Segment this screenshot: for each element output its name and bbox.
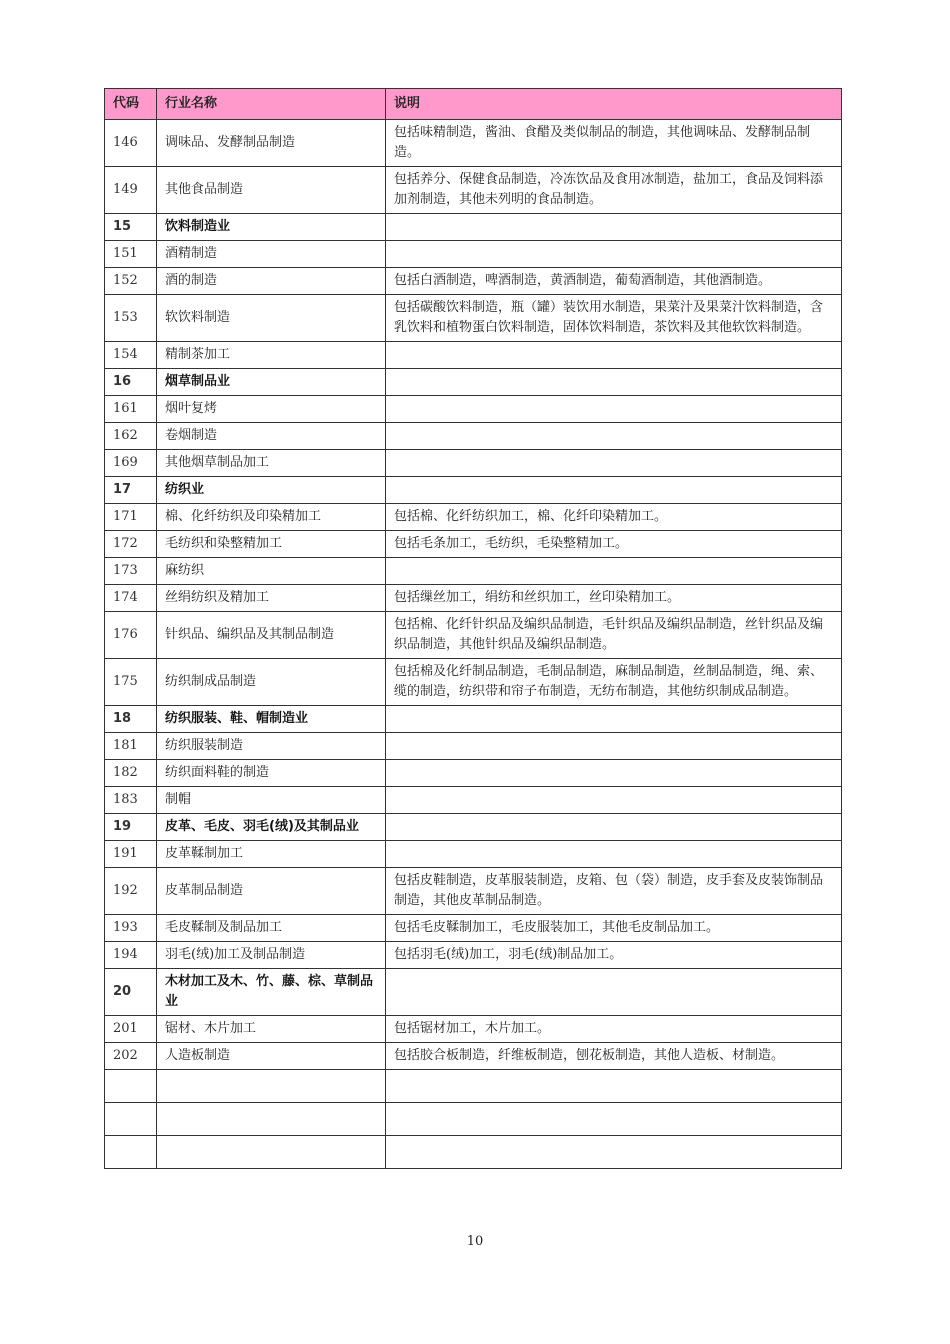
- cell-code: 171: [105, 504, 157, 531]
- cell-name: 其他食品制造: [157, 167, 386, 214]
- cell-code: 16: [105, 369, 157, 396]
- cell-name: 锯材、木片加工: [157, 1016, 386, 1043]
- cell-code: 18: [105, 706, 157, 733]
- cell-desc: 包括胶合板制造，纤维板制造，刨花板制造，其他人造板、材制造。: [386, 1043, 842, 1070]
- cell-desc: [386, 214, 842, 241]
- cell-desc: 包括缫丝加工，绢纺和丝织加工，丝印染精加工。: [386, 585, 842, 612]
- header-desc: 说明: [386, 89, 842, 120]
- cell-desc: 包括毛皮鞣制加工，毛皮服装加工，其他毛皮制品加工。: [386, 915, 842, 942]
- cell-name: 木材加工及木、竹、藤、棕、草制品业: [157, 969, 386, 1016]
- cell-desc: 包括毛条加工，毛纺织，毛染整精加工。: [386, 531, 842, 558]
- cell-code: 194: [105, 942, 157, 969]
- table-row: [105, 841, 842, 868]
- header-name: 行业名称: [157, 89, 386, 120]
- page-number: 10: [466, 1234, 484, 1249]
- table-row: [105, 450, 842, 477]
- table-row: [105, 1043, 842, 1070]
- cell-code: 162: [105, 423, 157, 450]
- cell-desc: [386, 706, 842, 733]
- cell-name: 烟草制品业: [157, 369, 386, 396]
- cell-desc: [386, 423, 842, 450]
- cell-name: 酒的制造: [157, 268, 386, 295]
- cell-name: 纺织面料鞋的制造: [157, 760, 386, 787]
- cell-code: 176: [105, 612, 157, 659]
- cell-empty: [105, 1136, 157, 1169]
- cell-name: 麻纺织: [157, 558, 386, 585]
- cell-desc: [386, 450, 842, 477]
- table-row: [105, 241, 842, 268]
- cell-desc: [386, 477, 842, 504]
- table-row: [105, 942, 842, 969]
- industry-table: [104, 88, 842, 1169]
- cell-empty: [157, 1136, 386, 1169]
- cell-name: 皮革制品制造: [157, 868, 386, 915]
- cell-code: 183: [105, 787, 157, 814]
- cell-code: 173: [105, 558, 157, 585]
- cell-desc: [386, 369, 842, 396]
- cell-empty: [105, 1070, 157, 1103]
- cell-name: 其他烟草制品加工: [157, 450, 386, 477]
- cell-code: 191: [105, 841, 157, 868]
- cell-code: 151: [105, 241, 157, 268]
- table-row: [105, 733, 842, 760]
- cell-desc: 包括锯材加工，木片加工。: [386, 1016, 842, 1043]
- cell-code: 149: [105, 167, 157, 214]
- cell-name: 人造板制造: [157, 1043, 386, 1070]
- cell-code: 154: [105, 342, 157, 369]
- cell-code: 152: [105, 268, 157, 295]
- cell-name: 卷烟制造: [157, 423, 386, 450]
- cell-empty: [157, 1070, 386, 1103]
- cell-name: 皮革、毛皮、羽毛(绒)及其制品业: [157, 814, 386, 841]
- table-row-major: [105, 706, 842, 733]
- cell-desc: [386, 814, 842, 841]
- cell-name: 饮料制造业: [157, 214, 386, 241]
- table-row: [105, 295, 842, 342]
- cell-code: 174: [105, 585, 157, 612]
- table-row: [105, 268, 842, 295]
- cell-code: 161: [105, 396, 157, 423]
- cell-name: 纺织制成品制造: [157, 659, 386, 706]
- cell-desc: [386, 558, 842, 585]
- cell-desc: 包括棉、化纤针织品及编织品制造，毛针织品及编织品制造，丝针织品及编织品制造，其他针织品及编织品制造。: [386, 612, 842, 659]
- header-code: 代码: [105, 89, 157, 120]
- cell-code: 181: [105, 733, 157, 760]
- cell-code: 19: [105, 814, 157, 841]
- table-row: [105, 558, 842, 585]
- cell-code: 15: [105, 214, 157, 241]
- cell-desc: [386, 342, 842, 369]
- cell-code: 202: [105, 1043, 157, 1070]
- cell-desc: [386, 241, 842, 268]
- table-row: [105, 167, 842, 214]
- cell-empty: [386, 1136, 842, 1169]
- table-row: [105, 342, 842, 369]
- table-row: [105, 868, 842, 915]
- cell-name: 毛纺织和染整精加工: [157, 531, 386, 558]
- cell-name: 丝绢纺织及精加工: [157, 585, 386, 612]
- cell-name: 皮革鞣制加工: [157, 841, 386, 868]
- cell-desc: [386, 969, 842, 1016]
- cell-desc: 包括味精制造，酱油、食醋及类似制品的制造，其他调味品、发酵制品制造。: [386, 120, 842, 167]
- cell-code: 153: [105, 295, 157, 342]
- cell-name: 制帽: [157, 787, 386, 814]
- cell-desc: 包括羽毛(绒)加工，羽毛(绒)制品加工。: [386, 942, 842, 969]
- table-row-empty: [105, 1070, 842, 1103]
- table-header-row: [105, 89, 842, 120]
- table-row-major: [105, 369, 842, 396]
- cell-desc: [386, 760, 842, 787]
- cell-code: 192: [105, 868, 157, 915]
- table-row: [105, 585, 842, 612]
- cell-name: 软饮料制造: [157, 295, 386, 342]
- cell-code: 169: [105, 450, 157, 477]
- table-row: [105, 396, 842, 423]
- cell-desc: 包括棉、化纤纺织加工，棉、化纤印染精加工。: [386, 504, 842, 531]
- cell-desc: 包括皮鞋制造，皮革服装制造，皮箱、包（袋）制造，皮手套及皮装饰制品制造，其他皮革制品制造。: [386, 868, 842, 915]
- table-row-major: [105, 814, 842, 841]
- cell-desc: [386, 787, 842, 814]
- cell-code: 17: [105, 477, 157, 504]
- table-row: [105, 423, 842, 450]
- table-row: [105, 659, 842, 706]
- cell-name: 纺织服装制造: [157, 733, 386, 760]
- cell-desc: 包括白酒制造，啤酒制造，黄酒制造，葡萄酒制造，其他酒制造。: [386, 268, 842, 295]
- table-row-major: [105, 214, 842, 241]
- cell-name: 羽毛(绒)加工及制品制造: [157, 942, 386, 969]
- cell-name: 纺织业: [157, 477, 386, 504]
- table-row: [105, 787, 842, 814]
- cell-code: 201: [105, 1016, 157, 1043]
- cell-name: 酒精制造: [157, 241, 386, 268]
- cell-code: 172: [105, 531, 157, 558]
- cell-name: 调味品、发酵制品制造: [157, 120, 386, 167]
- table-row-empty: [105, 1136, 842, 1169]
- cell-desc: [386, 396, 842, 423]
- table-row: [105, 915, 842, 942]
- table-row-empty: [105, 1103, 842, 1136]
- cell-code: 146: [105, 120, 157, 167]
- table-row-major: [105, 477, 842, 504]
- table-row: [105, 120, 842, 167]
- cell-empty: [157, 1103, 386, 1136]
- table-row: [105, 531, 842, 558]
- table-row: [105, 504, 842, 531]
- cell-desc: 包括棉及化纤制品制造，毛制品制造，麻制品制造，丝制品制造，绳、索、缆的制造，纺织带和帘子布制造，无纺布制造，其他纺织制成品制造。: [386, 659, 842, 706]
- cell-name: 毛皮鞣制及制品加工: [157, 915, 386, 942]
- cell-code: 175: [105, 659, 157, 706]
- cell-empty: [386, 1103, 842, 1136]
- cell-name: 烟叶复烤: [157, 396, 386, 423]
- table-row: [105, 612, 842, 659]
- cell-name: 纺织服装、鞋、帽制造业: [157, 706, 386, 733]
- table-row: [105, 1016, 842, 1043]
- table-row: [105, 760, 842, 787]
- cell-code: 182: [105, 760, 157, 787]
- cell-code: 193: [105, 915, 157, 942]
- cell-name: 精制茶加工: [157, 342, 386, 369]
- cell-name: 针织品、编织品及其制品制造: [157, 612, 386, 659]
- cell-desc: 包括养分、保健食品制造，冷冻饮品及食用冰制造，盐加工，食品及饲料添加剂制造，其他未列明的食品制造。: [386, 167, 842, 214]
- cell-desc: [386, 841, 842, 868]
- table-body: [105, 120, 842, 1169]
- cell-empty: [105, 1103, 157, 1136]
- cell-name: 棉、化纤纺织及印染精加工: [157, 504, 386, 531]
- cell-code: 20: [105, 969, 157, 1016]
- cell-desc: [386, 733, 842, 760]
- cell-empty: [386, 1070, 842, 1103]
- table-row-major: [105, 969, 842, 1016]
- cell-desc: 包括碳酸饮料制造，瓶（罐）装饮用水制造，果菜汁及果菜汁饮料制造，含乳饮料和植物蛋白饮料制造，固体饮料制造，茶饮料及其他软饮料制造。: [386, 295, 842, 342]
